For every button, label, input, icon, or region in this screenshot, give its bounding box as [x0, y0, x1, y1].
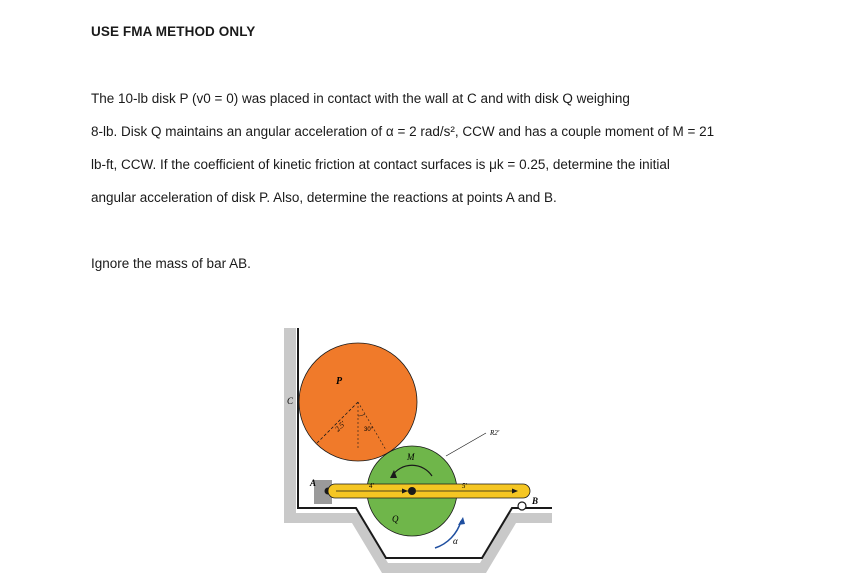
- label-c: C: [287, 396, 294, 406]
- wall-c: [284, 328, 296, 523]
- label-radius-q: R2': [490, 429, 500, 437]
- problem-line: angular acceleration of disk P. Also, determine the reactions at points A and B.: [91, 190, 557, 205]
- pin-q-center: [408, 487, 416, 495]
- label-angle: 30°: [364, 427, 374, 433]
- label-b: B: [532, 496, 539, 506]
- mechanism-diagram: [270, 318, 570, 580]
- alpha-arrowhead: [458, 517, 465, 525]
- label-alpha: α: [453, 536, 458, 546]
- label-radius-p: 2.5': [333, 419, 348, 434]
- problem-statement: [91, 88, 791, 220]
- mechanism-figure: [270, 318, 570, 580]
- page-heading: USE FMA METHOD ONLY: [91, 24, 256, 39]
- label-q: Q: [392, 514, 399, 524]
- radius-leader-q: [446, 433, 486, 456]
- problem-line: lb-ft, CCW. If the coefficient of kinetic friction at contact surfaces is μk = 0.25, determine the initial: [91, 157, 670, 172]
- problem-line: 8-lb. Disk Q maintains an angular acceleration of α = 2 rad/s², CCW and has a couple moment of M = 21: [91, 124, 715, 139]
- note-text: Ignore the mass of bar AB.: [91, 256, 251, 271]
- roller-b: [518, 502, 526, 510]
- label-dist-4: 4': [369, 482, 374, 490]
- label-dist-5: 5': [462, 482, 467, 490]
- label-m: M: [407, 452, 415, 462]
- label-a: A: [310, 478, 317, 488]
- label-p: P: [336, 376, 343, 387]
- problem-line: The 10-lb disk P (v0 = 0) was placed in contact with the wall at C and with disk Q weighing: [91, 91, 630, 106]
